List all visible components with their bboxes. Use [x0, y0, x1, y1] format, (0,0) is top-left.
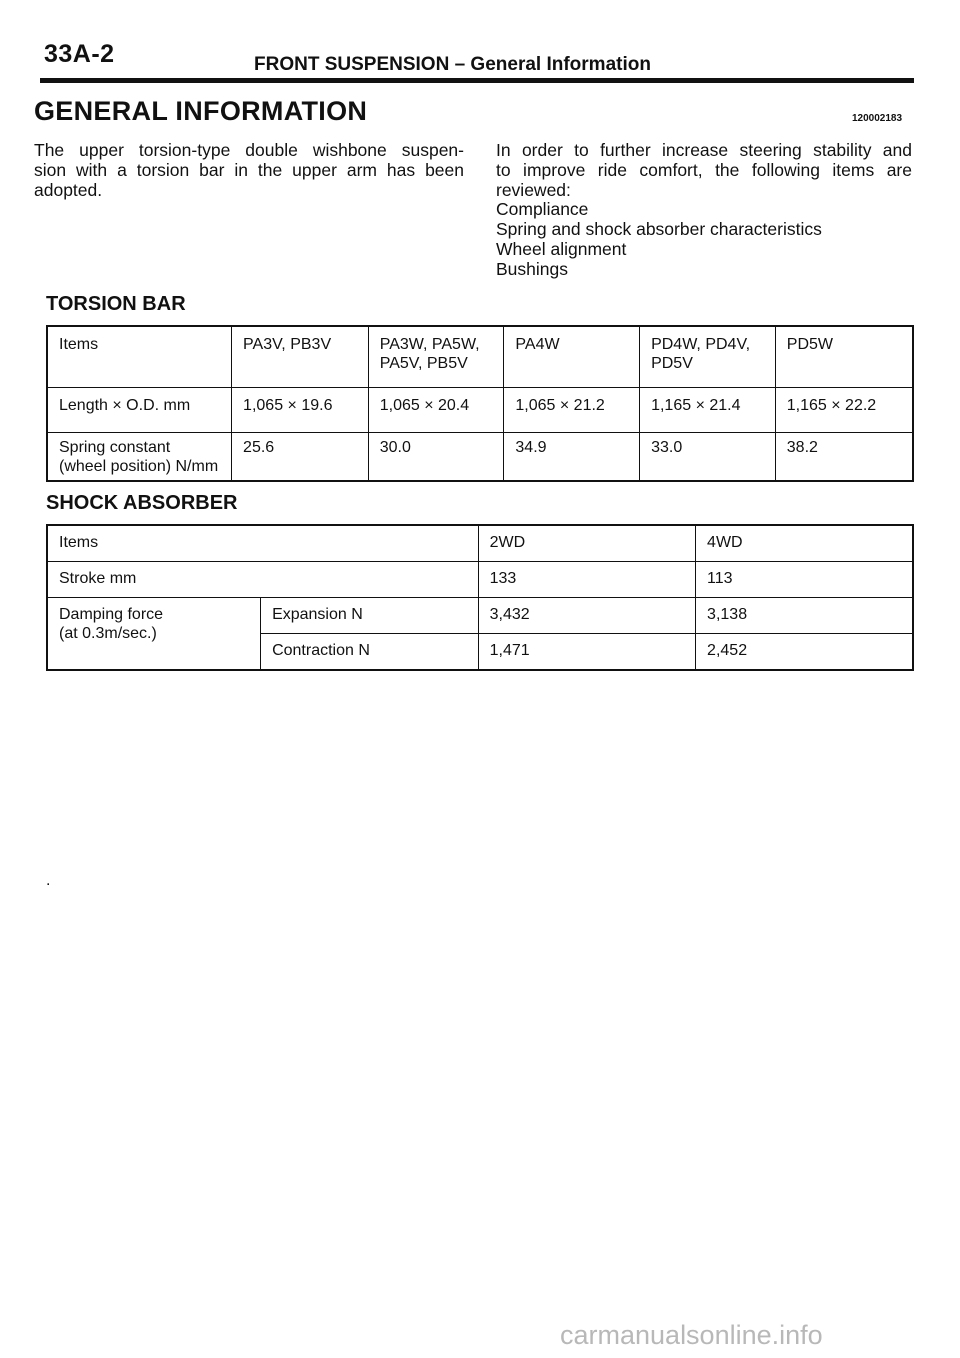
table-cell: 34.9 [504, 433, 640, 482]
table-row [47, 562, 913, 598]
page-number: 33A-2 [44, 40, 115, 68]
header-cell: PA3V, PB3V [232, 326, 369, 388]
header-cell: PA3W, PA5W, PA5V, PB5V [368, 326, 504, 388]
header-rule [40, 78, 914, 83]
table-cell: 1,165 × 22.2 [775, 388, 913, 433]
page-header-title: FRONT SUSPENSION – General Information [254, 54, 651, 75]
document-code: 120002183 [852, 113, 903, 124]
intro-left-line: adopted. [34, 179, 103, 200]
intro-right-line: Compliance [496, 199, 589, 220]
intro-right-line: Spring and shock absorber characteristics [496, 219, 822, 240]
table-cell: 3,138 [696, 598, 913, 634]
table-header-row [47, 326, 913, 388]
section-title: GENERAL INFORMATION [34, 96, 368, 126]
table-cell: 1,065 × 19.6 [232, 388, 369, 433]
intro-left-line: The upper torsion-type double wishbone suspen- [34, 140, 464, 160]
table-cell: 25.6 [232, 433, 369, 482]
table-cell: 133 [478, 562, 695, 598]
stray-mark: . [46, 872, 51, 889]
sub-row-label: Expansion N [261, 598, 479, 634]
row-label: Damping force (at 0.3m/sec.) [47, 598, 261, 671]
table-cell: 113 [696, 562, 913, 598]
shock-absorber-title: SHOCK ABSORBER [46, 492, 238, 514]
table-cell: 3,432 [478, 598, 695, 634]
intro-right-line: Wheel alignment [496, 238, 627, 259]
header-cell: 4WD [696, 525, 913, 562]
table-row [47, 598, 913, 634]
table-header-row [47, 525, 913, 562]
table-cell: 1,471 [478, 634, 695, 671]
torsion-bar-title: TORSION BAR [46, 293, 186, 315]
row-label: Spring constant (wheel position) N/mm [47, 433, 232, 482]
table-cell: 2,452 [696, 634, 913, 671]
table-cell: 1,065 × 21.2 [504, 388, 640, 433]
intro-left-line: sion with a torsion bar in the upper arm has been [34, 159, 464, 180]
intro-right-line: In order to further increase steering stability and [496, 140, 912, 160]
header-cell: 2WD [478, 525, 695, 562]
intro-right-line: reviewed: [496, 179, 571, 200]
watermark: carmanualsonline.info [560, 1320, 823, 1350]
table-cell: 1,165 × 21.4 [640, 388, 776, 433]
table-row [47, 433, 913, 482]
table-cell: 30.0 [368, 433, 504, 482]
intro-right-column [496, 141, 912, 280]
row-label: Stroke mm [47, 562, 478, 598]
header-cell: PD5W [775, 326, 913, 388]
header-cell: PA4W [504, 326, 640, 388]
intro-left-column [34, 141, 464, 200]
table-cell: 33.0 [640, 433, 776, 482]
intro-right-line: Bushings [496, 258, 568, 279]
table-cell: 38.2 [775, 433, 913, 482]
row-label: Length × O.D. mm [47, 388, 232, 433]
header-cell: Items [47, 525, 478, 562]
shock-absorber-table [46, 524, 914, 671]
sub-row-label: Contraction N [261, 634, 479, 671]
table-cell: 1,065 × 20.4 [368, 388, 504, 433]
header-cell: PD4W, PD4V, PD5V [640, 326, 776, 388]
torsion-bar-table [46, 325, 914, 482]
table-row [47, 388, 913, 433]
intro-right-line: to improve ride comfort, the following items are [496, 159, 912, 180]
header-cell: Items [47, 326, 232, 388]
